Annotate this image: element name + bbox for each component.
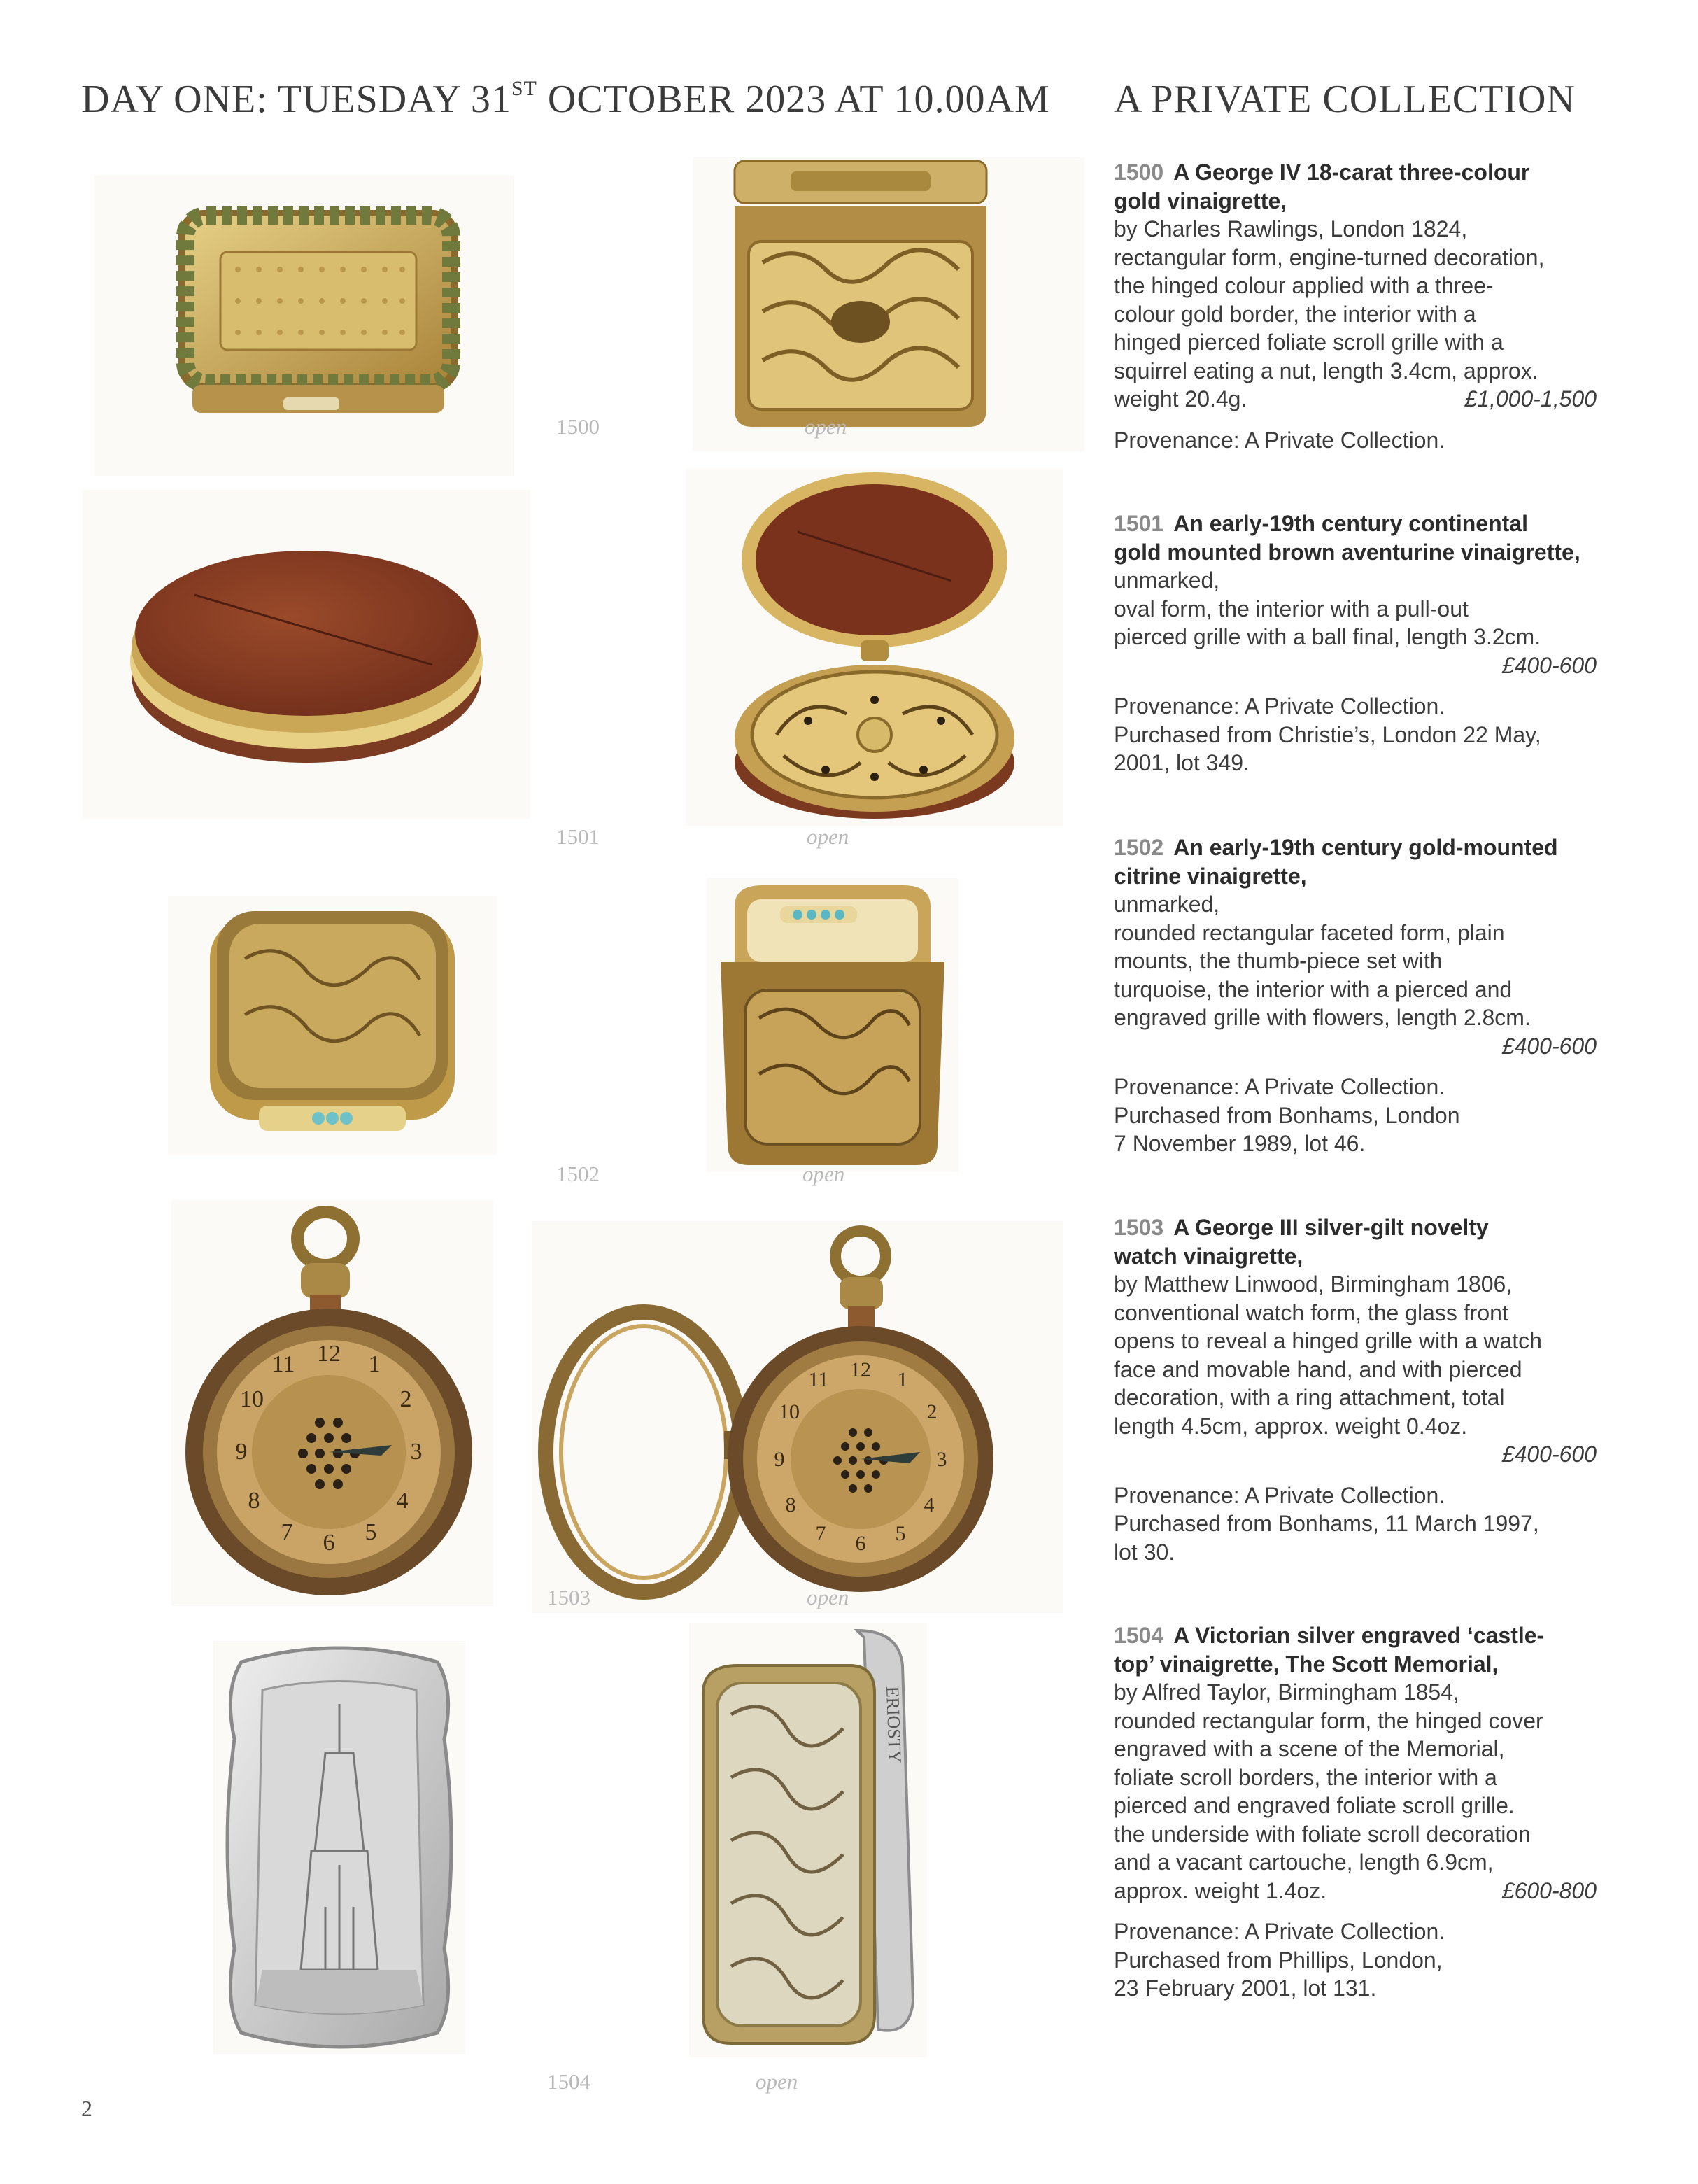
lot-provenance: Provenance: A Private Collection. [1114,1482,1445,1508]
lot-1501-open-caption: open [807,824,849,849]
lot-text-line: and a vacant cartouche, length 6.9cm, [1114,1850,1494,1875]
lot-1503-description [1114,1213,1597,1566]
lot-text-line: length 4.5cm, approx. weight 0.4oz. [1114,1413,1468,1439]
watch-numeral: 4 [396,1488,409,1514]
engraved-inscription: ERIOSTY [882,1686,905,1763]
lot-weight-estimate-row [1114,385,1597,414]
lot-1502-description [1114,833,1597,1158]
lot-number: 1500 [1114,160,1164,185]
lot-provenance: Purchased from Bonhams, London [1114,1102,1460,1128]
watch-numeral: 11 [808,1368,829,1391]
lot-1504-description [1114,1621,1597,2003]
lot-text-line: squirrel eating a nut, length 3.4cm, approx. [1114,358,1538,383]
lot-title: top’ vinaigrette, The Scott Memorial, [1114,1651,1499,1677]
lot-1501-open-photo [686,469,1063,826]
watch-numeral: 6 [323,1530,335,1556]
page-number: 2 [81,2096,92,2121]
watch-numeral: 10 [240,1386,264,1412]
lot-provenance: Provenance: A Private Collection. [1114,1919,1445,1944]
lot-provenance: Provenance: A Private Collection. [1114,1074,1445,1099]
lot-title: 1502 An early-19th century gold-mounted [1114,835,1558,860]
collection-heading: A PRIVATE COLLECTION [1114,78,1576,121]
lot-text-line: unmarked, [1114,568,1220,593]
lot-estimate: £400-600 [1501,1442,1597,1467]
lot-1502-open-photo [707,878,958,1172]
lot-text-line: decoration, with a ring attachment, total [1114,1385,1505,1410]
lot-1503-open-photo [532,1221,1063,1613]
lot-title: 1501 An early-19th century continental [1114,511,1528,536]
lot-estimate: £1,000-1,500 [1464,386,1597,411]
watch-numeral: 2 [926,1400,938,1423]
lot-provenance: lot 30. [1114,1539,1175,1565]
lot-text-line: by Charles Rawlings, London 1824, [1114,216,1468,241]
watch-numeral: 5 [365,1519,377,1545]
lot-number: 1504 [1114,1623,1164,1648]
lot-text-line: hinged pierced foliate scroll grille with a [1114,330,1504,355]
lot-provenance: 23 February 2001, lot 131. [1114,1975,1377,2001]
day-heading: DAY ONE: TUESDAY 31ST OCTOBER 2023 AT 10.00AM [81,77,1050,121]
lot-1501-closed-photo [83,490,530,819]
lot-1502-caption: 1502 [556,1162,600,1186]
watch-numeral: 6 [855,1532,866,1555]
lot-text-line: approx. weight 1.4oz. [1114,1877,1327,1903]
lot-1504-closed-photo [213,1641,465,2054]
lot-text-line: engraved grille with flowers, length 2.8cm. [1114,1005,1531,1030]
lot-1500-description [1114,158,1597,454]
lot-text-line: the underside with foliate scroll decoration [1114,1821,1531,1847]
lot-title: citrine vinaigrette, [1114,863,1307,889]
lot-title: 1503 A George III silver-gilt novelty [1114,1215,1489,1240]
lot-1502-closed-photo [168,896,497,1155]
lot-1504-caption: 1504 [547,2069,590,2094]
lot-title: gold mounted brown aventurine vinaigrette, [1114,539,1580,565]
lot-1501-caption: 1501 [556,824,600,849]
lot-text-line: unmarked, [1114,892,1220,917]
watch-numeral: 5 [895,1522,906,1545]
lot-estimate: £400-600 [1501,1033,1597,1059]
lot-text-line: by Alfred Taylor, Birmingham 1854, [1114,1679,1459,1705]
lot-1500-closed-photo [94,175,514,476]
lot-text-line: turquoise, the interior with a pierced and [1114,976,1513,1002]
lot-number: 1503 [1114,1215,1164,1240]
lot-text-line: rounded rectangular faceted form, plain [1114,920,1505,945]
lot-text-line: face and movable hand, and with pierced [1114,1356,1522,1382]
watch-numeral: 12 [317,1341,341,1367]
lot-estimate: £400-600 [1501,652,1597,678]
lot-title: watch vinaigrette, [1114,1243,1303,1269]
watch-numeral: 7 [815,1522,826,1545]
lot-title: 1500 A George IV 18-carat three-colour [1114,160,1530,185]
watch-numeral: 9 [774,1448,785,1471]
lot-text-line: pierced and engraved foliate scroll grille. [1114,1793,1515,1818]
watch-numeral: 1 [368,1351,381,1377]
lot-text-line: engraved with a scene of the Memorial, [1114,1736,1505,1761]
lot-1500-open-caption: open [805,414,847,439]
lot-title: gold vinaigrette, [1114,188,1287,213]
lot-1503-open-caption: open [807,1585,849,1609]
watch-numeral: 2 [399,1386,412,1412]
lot-title: 1504 A Victorian silver engraved ‘castle- [1114,1623,1545,1648]
watch-numeral: 11 [271,1351,295,1377]
watch-numeral: 10 [779,1400,800,1423]
lot-1502-open-caption: open [802,1162,845,1186]
lot-1504-open-caption: open [756,2069,798,2094]
watch-numeral: 3 [936,1448,947,1471]
lot-provenance: Purchased from Christie’s, London 22 May, [1114,721,1541,747]
lot-provenance: Purchased from Bonhams, 11 March 1997, [1114,1511,1539,1536]
watch-numeral: 3 [410,1439,423,1465]
lot-number: 1501 [1114,511,1164,536]
lot-1500-caption: 1500 [556,414,600,439]
lot-1501-description [1114,509,1597,777]
lot-provenance: Purchased from Phillips, London, [1114,1947,1443,1973]
lot-provenance: 7 November 1989, lot 46. [1114,1131,1366,1156]
lot-text-line: oval form, the interior with a pull-out [1114,596,1469,621]
lot-text-line: conventional watch form, the glass front [1114,1299,1508,1325]
lot-1503-caption: 1503 [547,1585,590,1609]
lot-text-line: the hinged colour applied with a three- [1114,273,1494,298]
lot-1503-closed-photo [171,1200,493,1606]
lot-provenance: Provenance: A Private Collection. [1114,693,1445,719]
lot-text-line: by Matthew Linwood, Birmingham 1806, [1114,1271,1513,1297]
lot-1504-open-photo [689,1623,927,2057]
lot-text-line: rounded rectangular form, the hinged cover [1114,1707,1543,1733]
watch-numeral: 4 [924,1493,935,1516]
watch-numeral: 1 [897,1368,908,1391]
lot-text-line: weight 20.4g. [1114,386,1247,411]
lot-text-line: opens to reveal a hinged grille with a watch [1114,1328,1542,1353]
lot-text-line: colour gold border, the interior with a [1114,301,1476,327]
lot-1500-open-photo [693,157,1084,451]
lot-weight-estimate-row [1114,1877,1597,1905]
watch-numeral: 9 [235,1439,248,1465]
lot-text-line: pierced grille with a ball final, length 3.2cm. [1114,624,1541,649]
watch-numeral: 7 [281,1519,293,1545]
lot-provenance: Provenance: A Private Collection. [1114,427,1445,453]
watch-numeral: 8 [248,1488,260,1514]
lot-provenance: 2001, lot 349. [1114,750,1250,775]
lot-text-line: rectangular form, engine-turned decoration, [1114,244,1545,270]
watch-numeral: 12 [850,1358,871,1381]
lot-number: 1502 [1114,835,1164,860]
lot-estimate: £600-800 [1501,1877,1597,1903]
lot-text-line: mounts, the thumb-piece set with [1114,948,1443,973]
watch-numeral: 8 [785,1493,796,1516]
lot-text-line: foliate scroll borders, the interior with a [1114,1764,1497,1790]
